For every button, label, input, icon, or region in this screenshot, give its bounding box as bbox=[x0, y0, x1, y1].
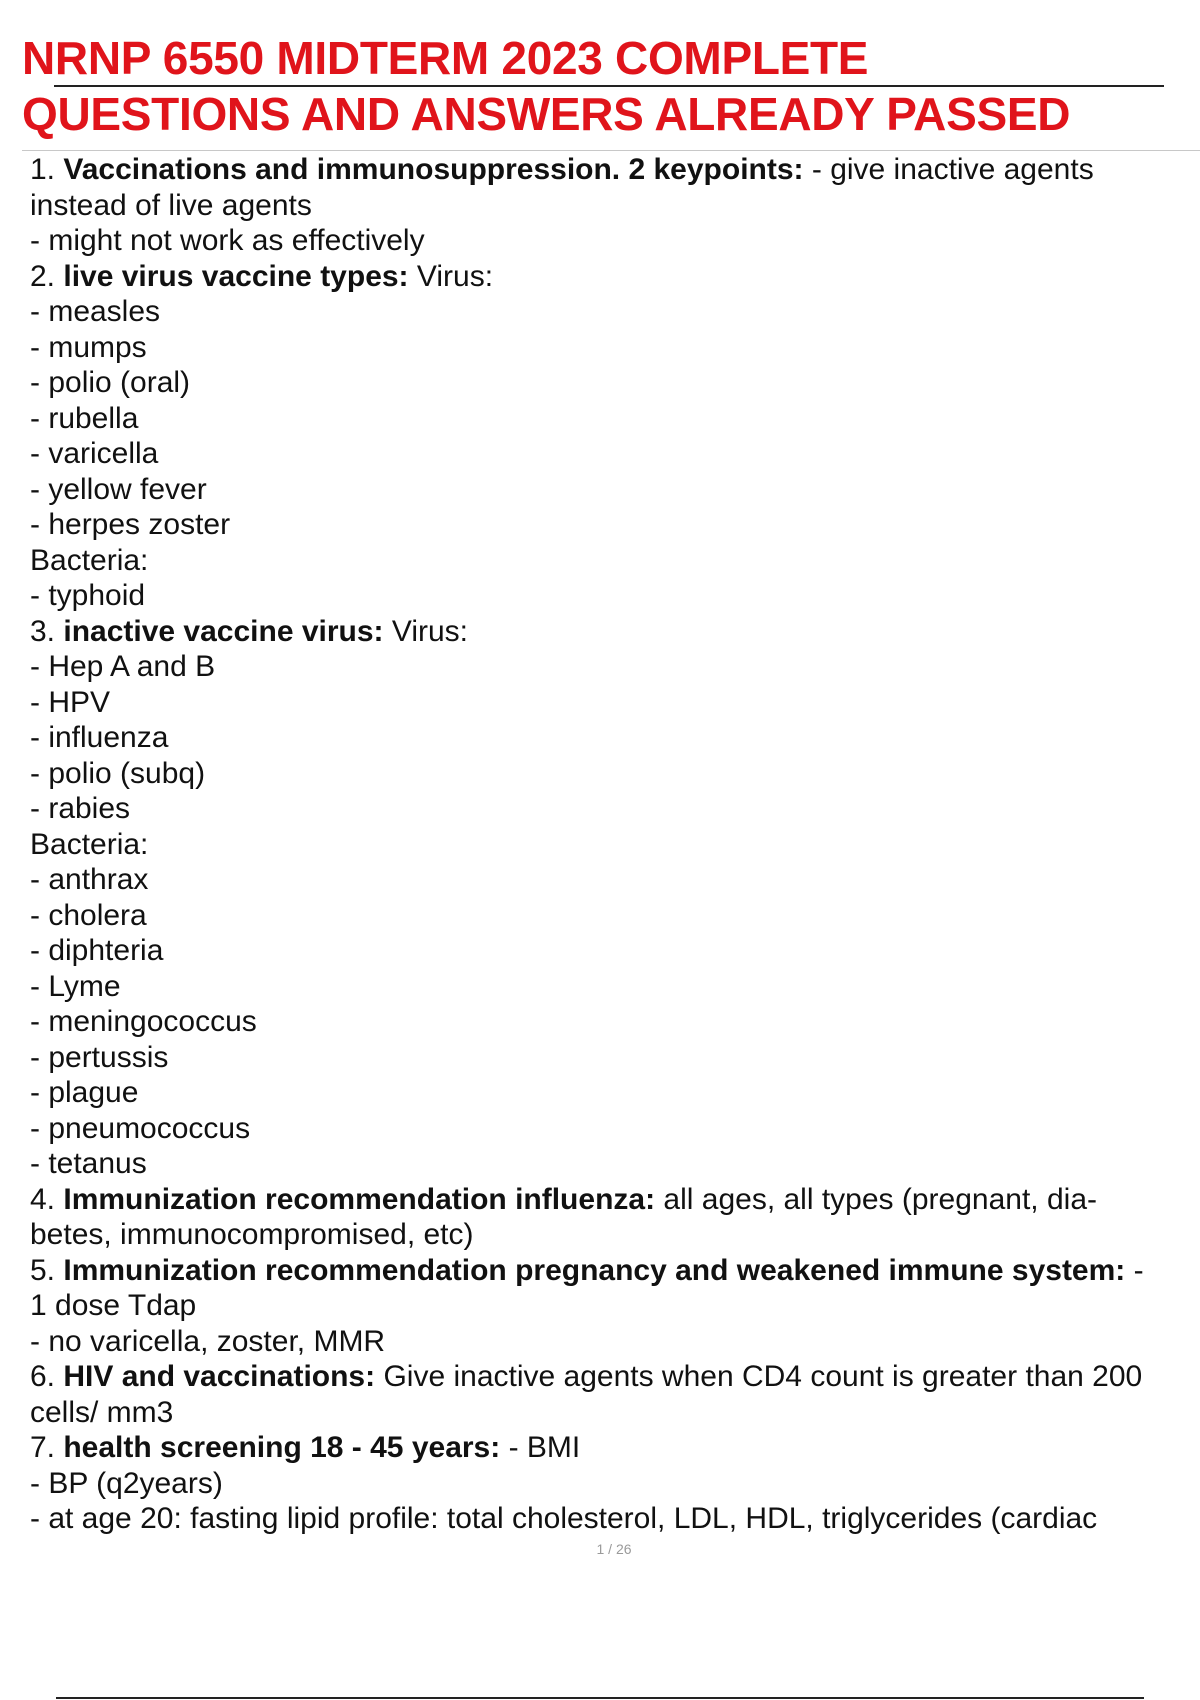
answer-line: - BP (q2years) bbox=[30, 1466, 223, 1500]
question-line bbox=[30, 1182, 1200, 1218]
question-text: HIV and vaccinations: bbox=[63, 1360, 376, 1393]
answer-line: - HPV bbox=[30, 685, 111, 719]
answer-line: - tetanus bbox=[30, 1147, 147, 1180]
question-line bbox=[30, 1430, 1200, 1466]
answer-line: - cholera bbox=[30, 898, 147, 932]
answer-line: - diphteria bbox=[30, 934, 164, 967]
question-text: Immunization recommendation pregnancy and weakened immune system: bbox=[63, 1253, 1126, 1287]
question-text: Immunization recommendation influenza: bbox=[63, 1182, 656, 1216]
answer-line: - plague bbox=[30, 1076, 139, 1109]
question-text: health screening 18 - 45 years: bbox=[63, 1431, 501, 1464]
header-divider bbox=[22, 150, 1200, 151]
answer-line: - varicella bbox=[30, 437, 159, 470]
page-indicator: 1 / 26 bbox=[596, 1541, 632, 1557]
question-number: 1. bbox=[30, 153, 64, 186]
answer-line: betes, immunocompromised, etc) bbox=[30, 1218, 474, 1251]
title-strike-rule bbox=[54, 85, 1164, 87]
answer-text: Virus: bbox=[408, 259, 494, 293]
answer-line: - Lyme bbox=[30, 969, 121, 1003]
document-title bbox=[22, 30, 1182, 142]
answer-line: Bacteria: bbox=[30, 543, 149, 577]
answer-text: - bbox=[1125, 1253, 1144, 1287]
answer-line: - typhoid bbox=[30, 579, 146, 612]
answer-line: - influenza bbox=[30, 721, 169, 754]
answer-line: - Hep A and B bbox=[30, 650, 216, 683]
answer-line: - might not work as effectively bbox=[30, 224, 425, 257]
answer-line: - rubella bbox=[30, 401, 139, 435]
answer-line: - mumps bbox=[30, 330, 147, 364]
answer-text: Give inactive agents when CD4 count is greater than 200 bbox=[375, 1360, 1143, 1393]
answer-line: - polio (oral) bbox=[30, 366, 191, 399]
answer-line: - meningococcus bbox=[30, 1005, 257, 1038]
answer-line: - measles bbox=[30, 295, 161, 328]
question-number: 3. bbox=[30, 614, 64, 648]
footer-rule bbox=[56, 1697, 1144, 1699]
answer-line: instead of live agents bbox=[30, 188, 312, 222]
answer-text: - give inactive agents bbox=[803, 153, 1094, 186]
question-line bbox=[30, 1253, 1200, 1289]
question-number: 6. bbox=[30, 1360, 64, 1393]
answer-line: - rabies bbox=[30, 792, 131, 825]
answer-text: Virus: bbox=[383, 614, 469, 648]
question-number: 2. bbox=[30, 259, 64, 293]
title-line-2: QUESTIONS AND ANSWERS ALREADY PASSED bbox=[22, 88, 1071, 140]
answer-line: 1 dose Tdap bbox=[30, 1289, 197, 1322]
question-line bbox=[30, 152, 1200, 188]
question-text: Vaccinations and immunosuppression. 2 keypoints: bbox=[63, 153, 804, 186]
answer-line: - yellow fever bbox=[30, 472, 207, 506]
answer-line: - no varicella, zoster, MMR bbox=[30, 1324, 386, 1358]
question-line bbox=[30, 1359, 1200, 1395]
question-text: inactive vaccine virus: bbox=[63, 614, 384, 648]
question-number: 5. bbox=[30, 1253, 64, 1287]
answer-text: - BMI bbox=[500, 1431, 581, 1464]
answer-line: - pneumococcus bbox=[30, 1111, 251, 1145]
document-body bbox=[30, 152, 1200, 1537]
question-line bbox=[30, 614, 1200, 650]
question-number: 4. bbox=[30, 1182, 64, 1216]
question-text: live virus vaccine types: bbox=[63, 259, 409, 293]
question-line bbox=[30, 259, 1200, 295]
title-line-1: NRNP 6550 MIDTERM 2023 COMPLETE bbox=[22, 32, 869, 84]
answer-text: all ages, all types (pregnant, dia- bbox=[655, 1182, 1097, 1216]
question-number: 7. bbox=[30, 1431, 64, 1464]
answer-line: - at age 20: fasting lipid profile: total cholesterol, LDL, HDL, triglycerides (cardiac bbox=[30, 1502, 1098, 1535]
answer-line: - herpes zoster bbox=[30, 508, 231, 541]
answer-line: - pertussis bbox=[30, 1040, 169, 1074]
answer-line: - polio (subq) bbox=[30, 756, 206, 790]
answer-line: Bacteria: bbox=[30, 827, 149, 861]
answer-line: - anthrax bbox=[30, 863, 149, 896]
answer-line: cells/ mm3 bbox=[30, 1395, 174, 1429]
